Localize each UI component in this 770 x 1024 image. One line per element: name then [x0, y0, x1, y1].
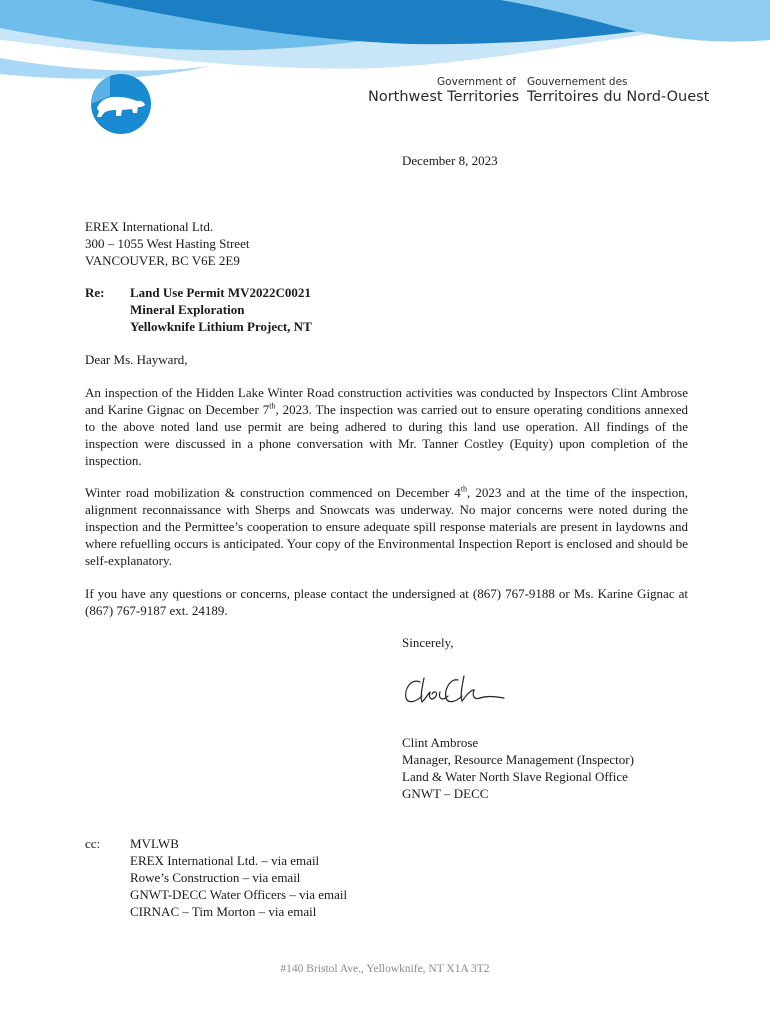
re-label: Re:	[85, 285, 105, 300]
polar-bear-logo	[91, 74, 151, 134]
recipient-line: VANCOUVER, BC V6E 2E9	[85, 253, 240, 268]
signer-line: Land & Water North Slave Regional Office	[402, 769, 628, 784]
recipient-line: EREX International Ltd.	[85, 219, 214, 234]
signature-image	[400, 668, 515, 713]
paragraph-1-text-b: , 2023. The inspection was carried out to ensure operating conditions annexed to the above noted land use permit are being adhered to during this land use operation. All findings of the inspection were discussed in a phone conversation with Mr. Tanner Costley (Equity) upon completion of the inspection.	[85, 402, 688, 468]
cc-item: Rowe’s Construction – via email	[130, 870, 301, 885]
recipient-line: 300 – 1055 West Hasting Street	[85, 236, 250, 251]
paragraph-1-superscript: th	[269, 401, 276, 411]
paragraph-2-text-b: , 2023 and at the time of the inspection, alignment reconnaissance with Sherps and Snowcats was underway. No major concerns were noted during the inspection and the Permittee’s cooperation to ensure adequate spill response materials are present in laydowns and where refuelling occurs is anticipated. Your copy of the Environmental Inspection Report is enclosed and should be self-explanatory.	[85, 485, 688, 568]
cc-item: GNWT-DECC Water Officers – via email	[130, 887, 348, 902]
subject-line: Yellowknife Lithium Project, NT	[130, 319, 312, 334]
signer-line: GNWT – DECC	[402, 786, 489, 801]
letter-date: December 8, 2023	[402, 153, 498, 168]
paragraph-2-superscript: th	[460, 484, 467, 494]
gov-fr-small: Gouvernement des	[527, 76, 628, 88]
banner-swoosh-wave	[0, 58, 210, 79]
cc-label: cc:	[85, 836, 101, 851]
salutation: Dear Ms. Hayward,	[85, 352, 188, 367]
gov-en-big: Northwest Territories	[368, 89, 520, 105]
footer-address: #140 Bristol Ave., Yellowknife, NT X1A 3T2	[280, 963, 490, 975]
government-name-french	[527, 76, 709, 106]
subject-block	[130, 284, 312, 335]
signer-block	[402, 734, 634, 802]
paragraph-3: If you have any questions or concerns, please contact the undersigned at (867) 767-9188 or Ms. Karine Gignac at (867) 767-9187 ext. 24189.	[85, 586, 688, 618]
cc-item: EREX International Ltd. – via email	[130, 853, 320, 868]
paragraph-2-text-a: Winter road mobilization & construction commenced on December 4	[85, 485, 461, 500]
government-name-english	[368, 76, 519, 106]
letterhead-banner	[0, 0, 770, 140]
cc-list	[130, 835, 347, 920]
paragraph-1	[85, 384, 688, 469]
gov-fr-big: Territoires du Nord-Ouest	[527, 89, 710, 105]
subject-line: Mineral Exploration	[130, 302, 245, 317]
closing: Sincerely,	[402, 635, 454, 650]
cc-item: CIRNAC – Tim Morton – via email	[130, 904, 317, 919]
recipient-address	[85, 218, 249, 269]
gov-en-small: Government of	[437, 76, 516, 88]
cc-item: MVLWB	[130, 836, 179, 851]
paragraph-2	[85, 484, 688, 569]
subject-line: Land Use Permit MV2022C0021	[130, 285, 311, 300]
paragraph-1-text-a: An inspection of the Hidden Lake Winter Road construction activities was conducted by Inspectors Clint Ambrose and Karine Gignac on December 7	[85, 385, 688, 417]
signer-line: Clint Ambrose	[402, 735, 479, 750]
signer-line: Manager, Resource Management (Inspector)	[402, 752, 634, 767]
